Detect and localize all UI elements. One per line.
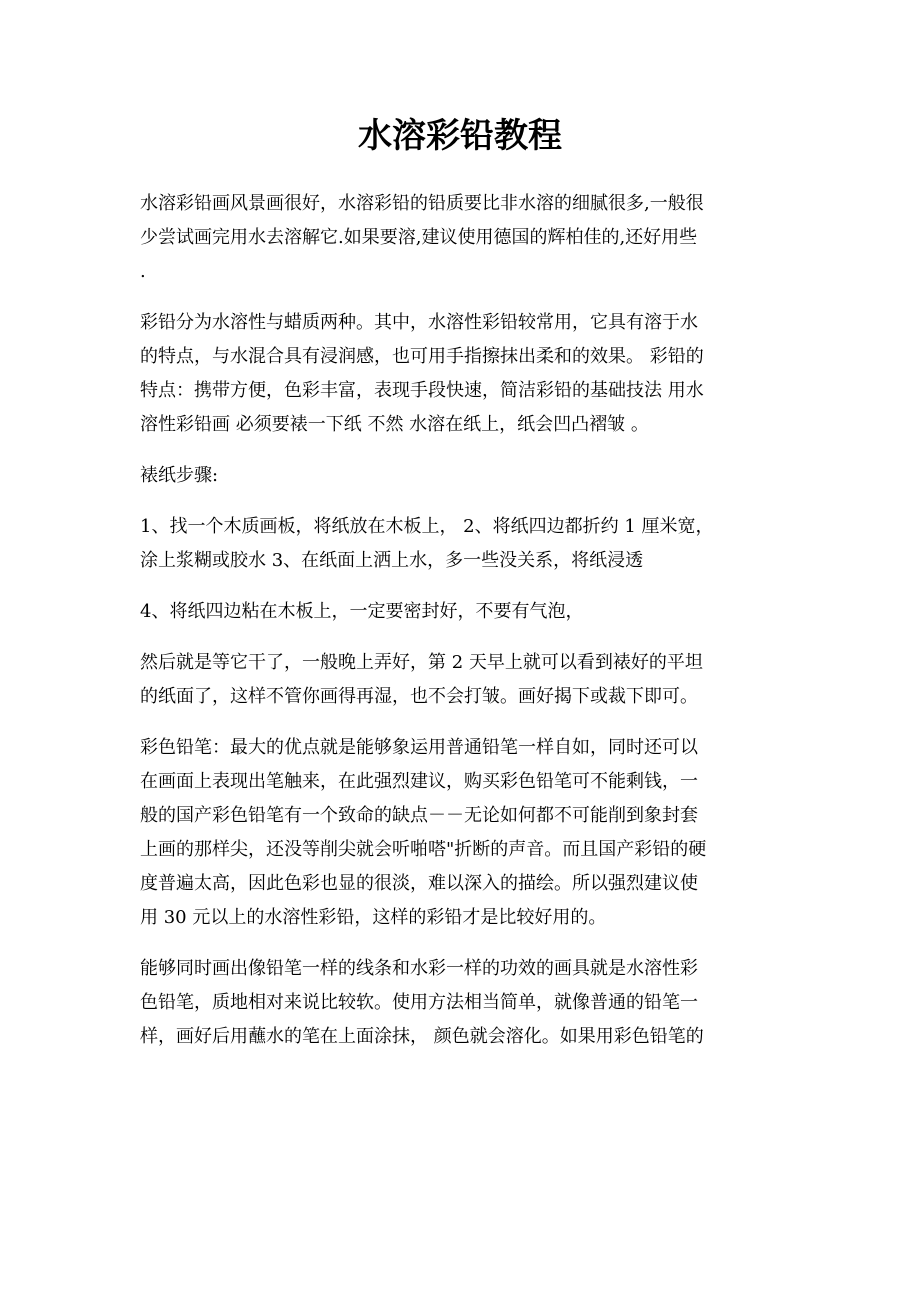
text-line: 涂上浆糊或胶水 3、在纸面上洒上水，多一些没关系，将纸浸透 bbox=[140, 550, 644, 571]
text-line: 裱纸步骤: bbox=[140, 465, 219, 486]
text-line: 水溶彩铅画风景画很好，水溶彩铅的铅质要比非水溶的细腻很多,一般很 bbox=[140, 193, 704, 214]
paragraph bbox=[140, 459, 785, 493]
paragraph bbox=[140, 510, 785, 578]
document-title: 水溶彩铅教程 bbox=[358, 116, 562, 156]
text-line: 4、将纸四边粘在木板上，一定要密封好，不要有气泡， bbox=[140, 601, 584, 622]
paragraph bbox=[140, 952, 785, 1054]
text-line: 样，画好后用蘸水的笔在上面涂抹， 颜色就会溶化。如果用彩色铅笔的 bbox=[140, 1026, 704, 1047]
document-body bbox=[140, 187, 785, 1071]
text-line: 1、找一个木质画板，将纸放在木板上， 2、将纸四边都折约 1 厘米宽， bbox=[140, 516, 714, 537]
text-line: 的特点，与水混合具有浸润感，也可用手指擦抹出柔和的效果。 彩铅的 bbox=[140, 346, 704, 367]
text-line: 度普遍太高，因此色彩也显的很淡，难以深入的描绘。所以强烈建议使 bbox=[140, 873, 698, 894]
text-line: 的纸面了，这样不管你画得再湿，也不会打皱。画好揭下或裁下即可。 bbox=[140, 686, 698, 707]
text-line: 用 30 元以上的水溶性彩铅，这样的彩铅才是比较好用的。 bbox=[140, 907, 607, 928]
text-line: 上画的那样尖，还没等削尖就会听啪嗒"折断的声音。而且国产彩铅的硬 bbox=[140, 839, 707, 860]
text-line: 色铅笔，质地相对来说比较软。使用方法相当简单，就像普通的铅笔一 bbox=[140, 992, 698, 1013]
paragraph bbox=[140, 731, 785, 935]
text-line: 能够同时画出像铅笔一样的线条和水彩一样的功效的画具就是水溶性彩 bbox=[140, 958, 698, 979]
paragraph bbox=[140, 187, 785, 289]
text-line: 特点：携带方便，色彩丰富，表现手段快速，简洁彩铅的基础技法 用水 bbox=[140, 380, 704, 401]
text-line: 在画面上表现出笔触来，在此强烈建议，购买彩色铅笔可不能剩钱，一 bbox=[140, 771, 698, 792]
paragraph bbox=[140, 306, 785, 442]
text-line: 般的国产彩色铅笔有一个致命的缺点－－无论如何都不可能削到象封套 bbox=[140, 805, 698, 826]
text-line: 溶性彩铅画 必须要裱一下纸 不然 水溶在纸上，纸会凹凸褶皱 。 bbox=[140, 414, 649, 435]
text-line: 然后就是等它干了，一般晚上弄好，第 2 天早上就可以看到裱好的平坦 bbox=[140, 652, 703, 673]
paragraph bbox=[140, 595, 785, 629]
text-line: . bbox=[140, 261, 146, 282]
text-line: 少尝试画完用水去溶解它.如果要溶,建议使用德国的辉柏佳的,还好用些 bbox=[140, 227, 698, 248]
text-line: 彩铅分为水溶性与蜡质两种。其中，水溶性彩铅较常用，它具有溶于水 bbox=[140, 312, 698, 333]
paragraph bbox=[140, 646, 785, 714]
text-line: 彩色铅笔：最大的优点就是能够象运用普通铅笔一样自如，同时还可以 bbox=[140, 737, 698, 758]
